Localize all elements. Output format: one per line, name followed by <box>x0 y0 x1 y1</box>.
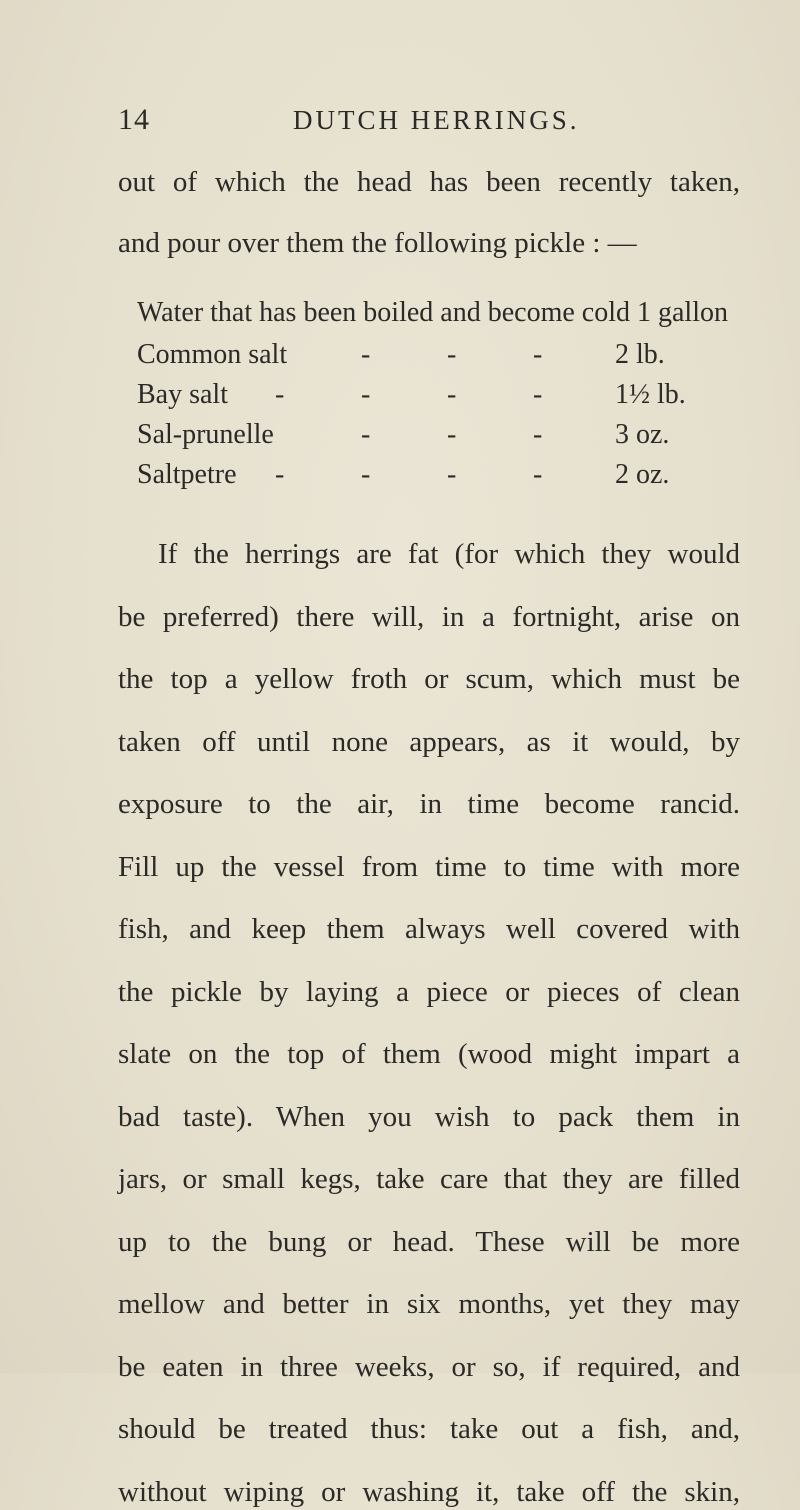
text-line: mellow and better in six months, yet they may <box>118 1288 740 1320</box>
running-head <box>118 103 758 143</box>
text-line: be preferred) there will, in a fortnight, arise on <box>118 600 740 633</box>
ingredient-row <box>137 378 737 412</box>
ingredient-quantity: 2 lb. <box>615 339 665 370</box>
leader-dash: - <box>361 379 371 410</box>
text-line: the pickle by laying a piece or pieces of clean <box>118 975 740 1008</box>
text-line: Fill up the vessel from time to time with more <box>118 850 740 883</box>
text-line: up to the bung or head. These will be more <box>118 1225 740 1258</box>
leader-dash: - <box>361 419 371 450</box>
page-number: 14 <box>118 103 150 136</box>
ingredient-row <box>137 338 737 372</box>
text-line: the top a yellow froth or scum, which must be <box>118 663 740 695</box>
text-line: and pour over them the following pickle : — <box>118 227 637 259</box>
running-title: DUTCH HERRINGS. <box>293 105 580 135</box>
text-line: bad taste). When you wish to pack them in <box>118 1100 740 1133</box>
leader-dash: - <box>447 459 457 490</box>
leader-dash: - <box>533 419 543 450</box>
ingredient-name: Common salt <box>137 339 288 370</box>
ingredient-name: Sal-prunelle <box>137 419 274 450</box>
ingredient-quantity: 2 oz. <box>615 459 670 490</box>
text-line: exposure to the air, in time become rancid. <box>118 788 740 820</box>
text-line: out of which the head has been recently taken, <box>118 166 740 198</box>
ingredient-row <box>137 458 737 492</box>
recipe-water-line: Water that has been boiled and become cold 1 gallon <box>137 297 728 328</box>
text-line: be eaten in three weeks, or so, if required, and <box>118 1350 740 1383</box>
leader-dash: - <box>533 379 543 410</box>
ingredient-quantity: 1½ lb. <box>615 379 686 410</box>
leader-dash: - <box>447 339 457 370</box>
ingredient-quantity: 3 oz. <box>615 419 670 450</box>
ingredient-row <box>137 418 737 452</box>
text-line: without wiping or washing it, take off the skin, <box>118 1475 740 1508</box>
text-line: jars, or small kegs, take care that they are filled <box>118 1163 740 1195</box>
leader-dash: - <box>361 339 371 370</box>
text-line: fish, and keep them always well covered with <box>118 913 740 945</box>
leader-dash: - <box>533 339 543 370</box>
leader-dash: - <box>275 379 285 410</box>
ingredient-name: Saltpetre <box>137 459 237 490</box>
text-line: If the herrings are fat (for which they would <box>158 538 740 570</box>
text-line: should be treated thus: take out a fish, and, <box>118 1413 740 1445</box>
leader-dash: - <box>533 459 543 490</box>
leader-dash: - <box>361 459 371 490</box>
ingredient-name: Bay salt <box>137 379 228 410</box>
leader-dash: - <box>447 419 457 450</box>
leader-dash: - <box>447 379 457 410</box>
text-line: slate on the top of them (wood might impart a <box>118 1038 740 1070</box>
text-line: taken off until none appears, as it would, by <box>118 725 740 758</box>
leader-dash: - <box>275 459 285 490</box>
